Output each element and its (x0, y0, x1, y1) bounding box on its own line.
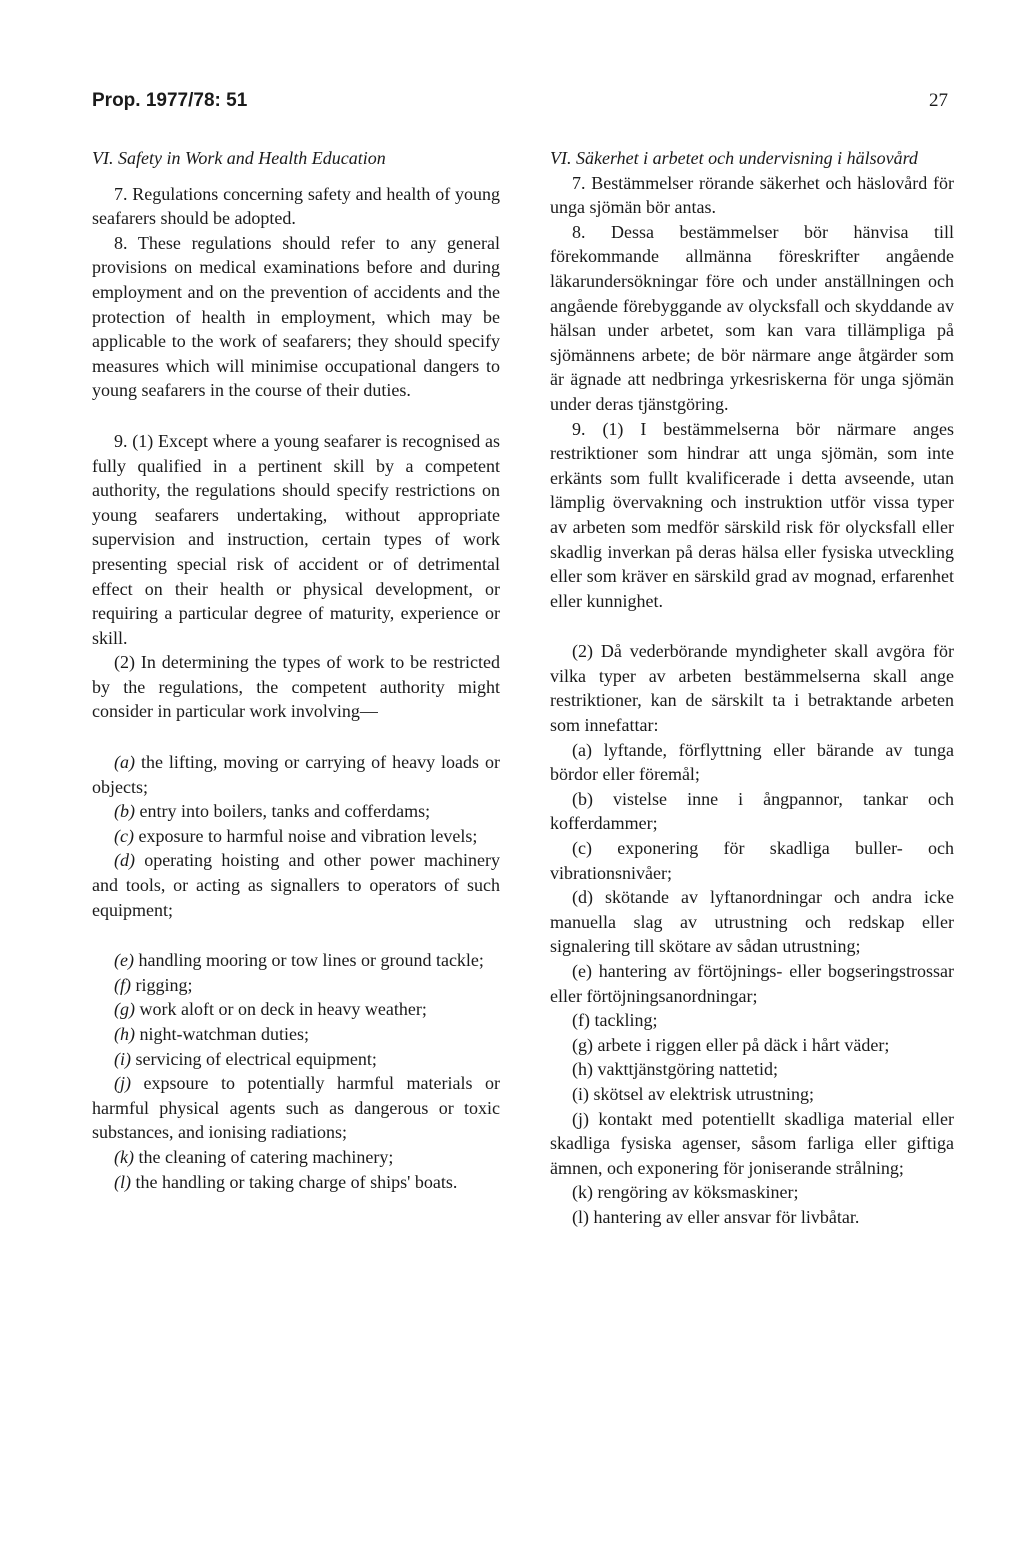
swedish-list-item: (l) hantering av eller ansvar för livbåtar. (572, 1206, 860, 1227)
swedish-paragraph-9-1: 9. (1) I bestämmelserna bör närmare anges restriktioner som hindrar att unga sjömän, som inte erkänts som fullt kvalificerade i detta avseende, utan lämplig övervakning och instruktion utför vissa typer av arbeten som medför särskild risk för olycksfall eller skadlig inverkan på deras hälsa eller fysiska utveckling eller som kräver en särskild grad av mognad, erfarenhet eller kunnighet. (550, 418, 954, 611)
english-item-text: handling mooring or tow lines or ground tackle; (138, 950, 484, 971)
swedish-list-item: (e) hantering av förtöjnings- eller bogseringstrossar eller förtöjningsanordningar; (550, 961, 954, 1006)
english-item-label: (j) (114, 1073, 131, 1094)
document-reference: Prop. 1977/78: 51 (92, 90, 248, 111)
english-item-text: expsoure to potentially harmful materials or harmful physical agents such as dangerous or toxic substances, and ionising radiations; (92, 1073, 500, 1143)
swedish-paragraph-8: 8. Dessa bestämmelser bör hänvisa till förekommande allmänna föreskrifter angående läkarundersökningar före och under anställningen och angående förebyggande av olycksfall och skyddande av hälsan under arbetet, som kan vara tillämpliga på sjömännens arbete; de bör närmare ange åtgärder som är ägnade att nedbringa yrkesriskerna för unga sjömän under deras tjänstgöring. (550, 221, 954, 414)
english-list-item (92, 1047, 500, 1072)
english-item-text: operating hoisting and other power machinery and tools, or acting as signallers to operators of such equipment; (92, 850, 501, 920)
english-item-label: (k) (114, 1146, 134, 1167)
english-list-item (92, 997, 500, 1022)
english-item-text: night-watchman duties; (139, 1024, 309, 1044)
swedish-list-item: (j) kontakt med potentiellt skadliga material eller skadliga fysiska agenser, såsom farliga eller giftiga ämnen, och exponering för joniserande strålning; (550, 1108, 954, 1178)
english-item-label: (f) (114, 974, 131, 995)
english-list-item (92, 824, 500, 849)
swedish-list-item: (g) arbete i riggen eller på däck i hårt väder; (572, 1034, 890, 1055)
english-item-text: rigging; (135, 974, 193, 995)
english-list-item (92, 1145, 500, 1170)
page-header (92, 90, 948, 120)
swedish-paragraph-9-2: (2) Då vederbörande myndigheter skall avgöra för vilka typer av arbeten bestämmelserna skall ange restriktioner, kan de särskilt ta i betraktande arbeten som innefattar: (550, 641, 954, 736)
english-item-label: (e) (114, 950, 134, 971)
english-item-label: (a) (114, 752, 135, 773)
swedish-list-item: (h) vakttjänstgöring nattetid; (572, 1059, 778, 1080)
english-item-label: (l) (114, 1171, 131, 1192)
english-paragraph-9-1: 9. (1) Except where a young seafarer is recognised as fully qualified in a pertinent skill by a competent authority, the regulations should specify restrictions on young seafarers undertaking, without appropriate supervision and instruction, certain types of work presenting special risk of accident or of detrimental effect on their health or physical development, or requiring a particular degree of maturity, experience or skill. (92, 430, 500, 648)
swedish-column (550, 146, 954, 1230)
english-item-label: (d) (114, 850, 135, 871)
english-item-text: the lifting, moving or carrying of heavy loads or objects; (92, 752, 500, 797)
english-item-text: the handling or taking charge of ships' boats. (135, 1171, 458, 1192)
english-list-item (92, 973, 500, 998)
swedish-list-item: (c) exponering för skadliga buller- och vibrationsnivåer; (550, 838, 954, 883)
english-item-label: (b) (114, 801, 135, 822)
english-item-label: (h) (114, 1024, 135, 1044)
swedish-list-item: (a) lyftande, förflyttning eller bärande av tunga bördor eller föremål; (550, 739, 954, 785)
page-number: 27 (929, 90, 948, 111)
english-list-item (92, 848, 500, 922)
english-item-text: work aloft or on deck in heavy weather; (139, 999, 427, 1020)
swedish-list-item: (d) skötande av lyftanordningar och andra icke manuella slag av utrustning och redskap eller signalering till skötare av sådan utrustning; (550, 887, 954, 957)
english-item-text: the cleaning of catering machinery; (138, 1146, 394, 1167)
swedish-list-item: (k) rengöring av köksmaskiner; (572, 1182, 799, 1203)
english-item-label: (i) (114, 1048, 131, 1069)
english-item-label: (g) (114, 999, 135, 1020)
english-list-item (92, 1071, 500, 1145)
english-item-text: entry into boilers, tanks and cofferdams; (139, 801, 431, 822)
english-column (92, 146, 500, 1194)
english-list-item (92, 948, 500, 973)
english-paragraph-7: 7. Regulations concerning safety and health of young seafarers should be adopted. (92, 183, 500, 229)
english-list-item (92, 750, 500, 799)
english-list-item (92, 1022, 500, 1047)
english-paragraph-8: 8. These regulations should refer to any general provisions on medical examinations before and during employment and on the prevention of accidents and the protection of health in employment, which may be applicable to the work of seafarers; they should specify measures which will minimise occupational dangers to young seafarers in the course of their duties. (92, 232, 500, 401)
english-item-text: exposure to harmful noise and vibration levels; (138, 825, 478, 846)
english-paragraph-9-2: (2) In determining the types of work to be restricted by the regulations, the competent authority might consider in particular work involving— (92, 652, 500, 722)
english-list-item (92, 799, 500, 824)
english-list-item (92, 1170, 500, 1195)
english-item-text: servicing of electrical equipment; (135, 1048, 377, 1069)
swedish-list-item: (i) skötsel av elektrisk utrustning; (572, 1083, 814, 1104)
swedish-section-heading: VI. Säkerhet i arbetet och undervisning i hälsovård (550, 148, 918, 168)
english-section-heading: VI. Safety in Work and Health Education (92, 148, 386, 168)
english-item-label: (c) (114, 825, 134, 846)
swedish-paragraph-7: 7. Bestämmelser rörande säkerhet och häslovård för unga sjömän bör antas. (550, 172, 954, 218)
swedish-list-item: (f) tackling; (572, 1010, 658, 1031)
swedish-list-item: (b) vistelse inne i ångpannor, tankar och kofferdammer; (550, 788, 954, 834)
